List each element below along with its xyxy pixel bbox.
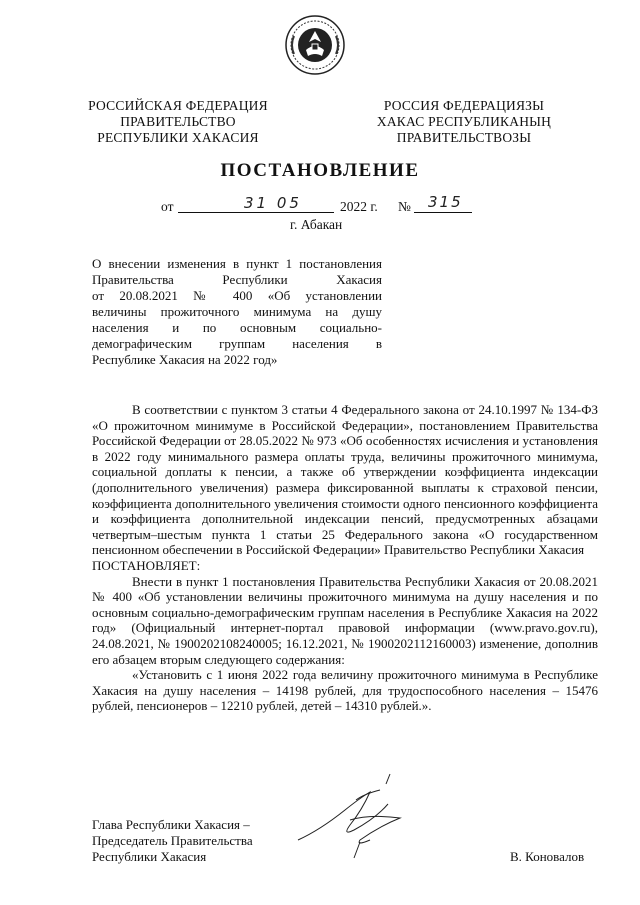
header-left-line: РЕСПУБЛИКИ ХАКАСИЯ	[97, 130, 259, 145]
number-underline	[414, 212, 472, 213]
header-left	[78, 98, 278, 146]
signatory-line: Республики Хакасия	[92, 849, 207, 864]
emblem-seal	[284, 14, 346, 76]
document-title: ПОСТАНОВЛЕНИЕ	[220, 160, 420, 181]
from-label: от	[161, 199, 174, 214]
header-right	[358, 98, 570, 146]
number-label: №	[398, 199, 411, 214]
date-underline	[178, 212, 334, 213]
paragraph-preamble: В соответствии с пунктом 3 статьи 4 Федерального закона от 24.10.1997 № 134-ФЗ «О прожиточном минимуме в Российской Федерации», постановлением Правительства Российской Федерации от 28.05.2022 № 973 «Об особенностях исчисления и установления в 2022 году минимального размера оплаты труда, величины прожиточного минимума, социальной доплаты к пенсии, а также об утверждении коэффициента индексации (дополнительного увеличения) размера фиксированной выплаты к страховой пенсии, коэффициента дополнительного увеличения стоимости одного пенсионного коэффициента и коэффициента дополнительной индексации пенсий, предусмотренных абзацами четвертым–шестым пункта 1 статьи 25 Федерального закона «О государственном пенсионном обеспечении в Российской Федерации» Правительство Республики Хакасия	[92, 402, 598, 558]
subject-line: Правительства Республики Хакасия	[92, 272, 382, 287]
subject-line: от 20.08.2021 № 400 «Об установлении	[92, 288, 382, 303]
subject-line: величины прожиточного минимума на душу	[92, 304, 382, 319]
paragraph-new-text: «Установить с 1 июня 2022 года величину прожиточного минимума в Республике Хакасия на душу населения – 14198 рублей, для трудоспособного населения – 15476 рублей, пенсионеров – 12210 рублей, детей – 14310 рублей.».	[92, 667, 598, 714]
header-left-line: РОССИЙСКАЯ ФЕДЕРАЦИЯ	[88, 98, 268, 113]
header-right-line: ХАКАС РЕСПУБЛИКАНЫҢ	[376, 114, 552, 129]
header-right-line: РОССИЯ ФЕДЕРАЦИЯЗЫ	[383, 98, 545, 113]
body-text	[92, 402, 598, 714]
subject-line: демографическим группам населения в	[92, 336, 382, 351]
date-handwritten: 31 05	[244, 194, 302, 212]
header-right-line: ПРАВИТЕЛЬСТВОЗЫ	[396, 130, 532, 145]
subject-line: населения и по основным социально-	[92, 320, 382, 335]
header-left-line: ПРАВИТЕЛЬСТВО	[120, 114, 236, 129]
handwritten-signature	[290, 770, 440, 860]
resolves-word: ПОСТАНОВЛЯЕТ:	[92, 557, 201, 573]
subject-line: Республике Хакасия на 2022 год»	[92, 352, 278, 367]
number-handwritten: 315	[428, 193, 463, 211]
year-label: 2022 г.	[340, 199, 378, 214]
subject-line: О внесении изменения в пункт 1 постановления	[92, 256, 382, 271]
subject-block	[92, 256, 382, 368]
signatory-name: В. Коновалов	[510, 849, 585, 864]
signatory-title	[92, 817, 312, 865]
signatory-line: Глава Республики Хакасия –	[92, 817, 250, 832]
signatory-line: Председатель Правительства	[92, 833, 253, 848]
paragraph-amendment: Внести в пункт 1 постановления Правительства Республики Хакасия от 20.08.2021 № 400 «Об установлении величины прожиточного минимума на душу населения и по основным социально-демографическим группам населения в Республике Хакасия на 2022 год» (Официальный интернет-портал правовой информации (www.pravo.gov.ru), 24.08.2021, № 1900202108240005; 16.12.2021, № 1900202112160003) изменение, дополнив его абзацем вторым следующего содержания:	[92, 573, 598, 667]
city-label: г. Абакан	[290, 217, 343, 232]
